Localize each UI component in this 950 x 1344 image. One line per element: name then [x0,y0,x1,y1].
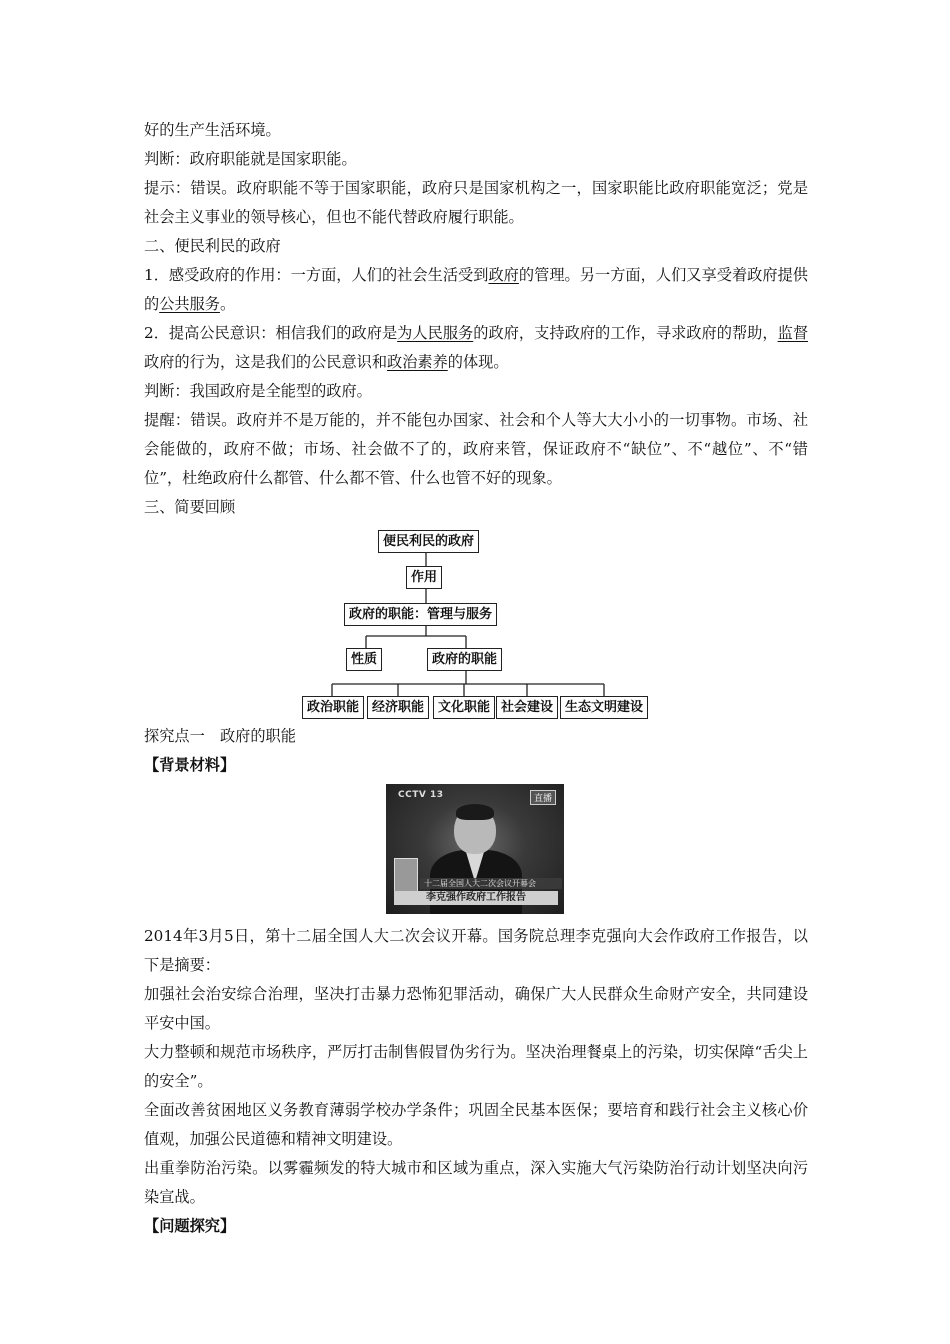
speaker-hair [456,804,494,820]
paragraph: 全面改善贫困地区义务教育薄弱学校办学条件；巩固全民基本医保；要培育和践行社会主义核心价值观，加强公民道德和精神文明建设。 [144,1101,808,1148]
paragraph: 2014年3月5日，第十二届全国人大二次会议开幕。国务院总理李克强向大会作政府工作报告，以下是摘要： [144,927,808,974]
paragraph: 判断：我国政府是全能型的政府。 [144,382,372,400]
review-diagram [144,528,808,718]
list-item-1: 1．感受政府的作用：一方面，人们的社会生活受到政府的管理。另一方面，人们又享受着政府提供的公共服务。 [144,266,808,313]
paragraph: 加强社会治安综合治理，坚决打击暴力恐怖犯罪活动，确保广大人民群众生命财产安全，共同建设平安中国。 [144,985,808,1032]
background-label: 【背景材料】 [144,756,236,774]
diagram-node-political: 政治职能 [302,696,364,719]
underlined-answer: 政府 [488,266,519,284]
live-badge: 直播 [530,790,556,805]
section-heading: 三、简要回顾 [144,498,236,516]
document-page [144,116,808,1241]
diagram-node-role: 作用 [406,566,442,589]
underlined-answer: 为人民服务 [397,324,474,342]
diagram-node-nature: 性质 [346,648,382,671]
diagram-node-root: 便民利民的政府 [378,530,479,553]
paragraph: 好的生产生活环境。 [144,121,281,139]
paragraph: 提醒：错误。政府并不是万能的，并不能包办国家、社会和个人等大大小小的一切事物。市场、社会能做的，政府不做；市场、社会做不了的，政府来管，保证政府不“缺位”、不“越位”、不“错位”，杜绝政府什么都管、什么都不管、什么也管不好的现象。 [144,411,808,487]
underlined-answer: 公共服务 [159,295,220,313]
underlined-answer: 政治素养 [387,353,448,371]
photo-container [144,784,808,916]
diagram-node-functions: 政府的职能 [427,648,502,671]
sign-language-inset [394,858,418,892]
channel-logo: CCTV 13 [398,790,444,800]
diagram-node-cultural: 文化职能 [433,696,495,719]
photo-caption-main: 李克强作政府工作报告 [394,891,558,905]
diagram-node-economic: 经济职能 [367,696,429,719]
news-photo [386,784,564,914]
diagram-node-ecological: 生态文明建设 [560,696,648,719]
list-item-2: 2．提高公民意识：相信我们的政府是为人民服务的政府，支持政府的工作，寻求政府的帮助，监督政府的行为，这是我们的公民意识和政治素养的体现。 [144,324,809,371]
paragraph: 提示：错误。政府职能不等于国家职能，政府只是国家机构之一，国家职能比政府职能宽泛；党是社会主义事业的领导核心，但也不能代替政府履行职能。 [144,179,808,226]
diagram-node-functions-summary: 政府的职能：管理与服务 [344,603,497,626]
paragraph: 判断：政府职能就是国家职能。 [144,150,357,168]
paragraph: 大力整顿和规范市场秩序，严厉打击制售假冒伪劣行为。坚决治理餐桌上的污染，切实保障“舌尖上的安全”。 [144,1043,808,1090]
photo-caption-top: 十二届全国人大二次会议开幕会 [420,878,562,889]
paragraph: 出重拳防治污染。以雾霾频发的特大城市和区域为重点，深入实施大气污染防治行动计划坚决向污染宣战。 [144,1159,808,1206]
diagram-node-social: 社会建设 [496,696,558,719]
question-label: 【问题探究】 [144,1217,236,1235]
section-title: 探究点一 政府的职能 [144,727,296,745]
underlined-answer: 监督 [777,324,809,342]
section-heading: 二、便民利民的政府 [144,237,281,255]
